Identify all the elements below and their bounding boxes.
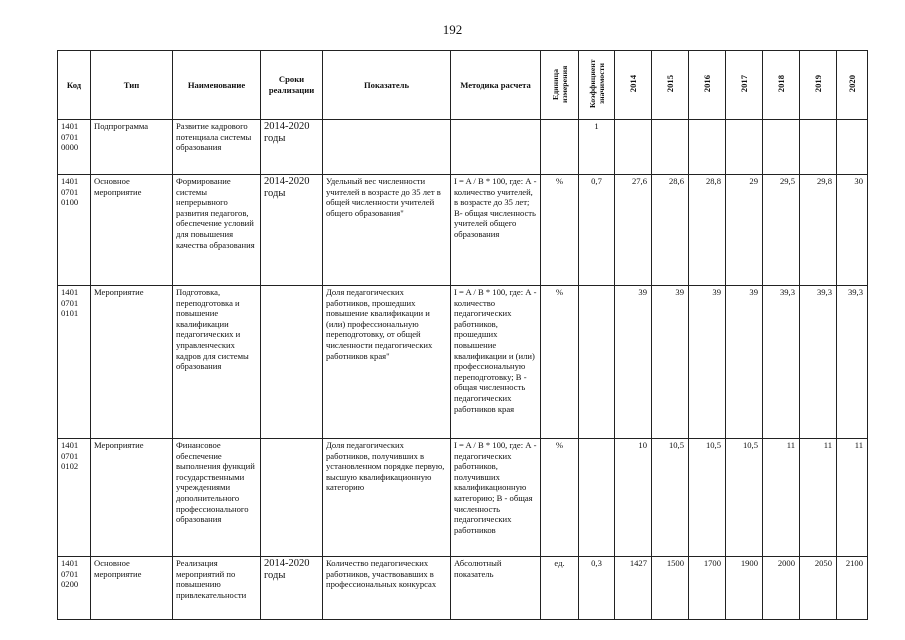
header-type: Тип — [91, 51, 173, 120]
cell-indicator: Доля педагогических работников, получивших в установленном порядке первую, высшую квалификационную категорию — [323, 439, 451, 557]
cell-name: Финансовое обеспечение выполнения функций государственными учреждениями дополнительного профессионального образования — [173, 439, 261, 557]
header-year-2019: 2019 — [812, 75, 823, 93]
cell-2019 — [800, 120, 837, 175]
cell-code: 1401 0701 0101 — [58, 286, 91, 439]
cell-name: Формирование системы непрерывного развития педагогов, обеспечение условий для повышения качества образования — [173, 175, 261, 286]
cell-2017 — [726, 120, 763, 175]
header-terms: Сроки реализации — [261, 51, 323, 120]
table-row — [58, 557, 868, 620]
header-year-2018: 2018 — [775, 75, 786, 93]
cell-code: 1401 0701 0100 — [58, 175, 91, 286]
cell-2019: 2050 — [800, 557, 837, 620]
cell-type: Основное мероприятие — [91, 557, 173, 620]
table-row — [58, 439, 868, 557]
cell-2020: 39,3 — [837, 286, 868, 439]
cell-terms — [261, 439, 323, 557]
cell-2020: 11 — [837, 439, 868, 557]
cell-method: Абсолютный показатель — [451, 557, 541, 620]
cell-2016: 39 — [689, 286, 726, 439]
cell-coef — [579, 286, 615, 439]
cell-coef — [579, 439, 615, 557]
cell-unit: % — [541, 175, 579, 286]
cell-coef: 1 — [579, 120, 615, 175]
cell-2015 — [652, 120, 689, 175]
cell-unit — [541, 120, 579, 175]
cell-2014: 39 — [615, 286, 652, 439]
cell-2020: 30 — [837, 175, 868, 286]
cell-coef: 0,3 — [579, 557, 615, 620]
header-unit: Единица измерения — [550, 65, 569, 103]
header-method: Методика расчета — [451, 51, 541, 120]
table-row — [58, 175, 868, 286]
cell-method — [451, 120, 541, 175]
indicators-table — [57, 50, 868, 620]
cell-2018: 11 — [763, 439, 800, 557]
cell-type: Подпрограмма — [91, 120, 173, 175]
cell-2018: 39,3 — [763, 286, 800, 439]
cell-indicator: Количество педагогических работников, участвовавших в профессиональных конкурсах — [323, 557, 451, 620]
cell-2016: 28,8 — [689, 175, 726, 286]
cell-2017: 29 — [726, 175, 763, 286]
cell-2020: 2100 — [837, 557, 868, 620]
cell-2019: 11 — [800, 439, 837, 557]
cell-2015: 10,5 — [652, 439, 689, 557]
cell-unit: % — [541, 286, 579, 439]
cell-2020 — [837, 120, 868, 175]
cell-2018: 29,5 — [763, 175, 800, 286]
cell-code: 1401 0701 0000 — [58, 120, 91, 175]
cell-2014: 1427 — [615, 557, 652, 620]
page-number: 192 — [442, 22, 463, 37]
header-year-2015: 2015 — [664, 75, 675, 93]
cell-indicator: Доля педагогических работников, прошедших повышение квалификации и (или) профессиональную переподготовку, от общей численности педагогических работников края" — [323, 286, 451, 439]
cell-2014 — [615, 120, 652, 175]
cell-terms: 2014-2020 годы — [261, 557, 323, 620]
header-indicator: Показатель — [323, 51, 451, 120]
cell-terms: 2014-2020 годы — [261, 175, 323, 286]
cell-2014: 10 — [615, 439, 652, 557]
header-year-2020: 2020 — [846, 75, 857, 93]
cell-2017: 1900 — [726, 557, 763, 620]
cell-2015: 28,6 — [652, 175, 689, 286]
cell-type: Мероприятие — [91, 439, 173, 557]
cell-name: Подготовка, переподготовка и повышение квалификации педагогических и управленческих кадров для системы образования — [173, 286, 261, 439]
header-name: Наименование — [173, 51, 261, 120]
cell-2017: 39 — [726, 286, 763, 439]
cell-name: Развитие кадрового потенциала системы образования — [173, 120, 261, 175]
table-row — [58, 120, 868, 175]
cell-method: I = A / B * 100, где: А - количество педагогических работников, прошедших повышение квалификации и (или) профессиональную переподготовку; B - общая численность педагогических работников края — [451, 286, 541, 439]
cell-2016: 1700 — [689, 557, 726, 620]
cell-terms: 2014-2020 годы — [261, 120, 323, 175]
header-year-2017: 2017 — [738, 75, 749, 93]
cell-2019: 39,3 — [800, 286, 837, 439]
cell-2016: 10,5 — [689, 439, 726, 557]
cell-2018: 2000 — [763, 557, 800, 620]
cell-2019: 29,8 — [800, 175, 837, 286]
cell-unit: ед. — [541, 557, 579, 620]
cell-name: Реализация мероприятий по повышению привлекательности — [173, 557, 261, 620]
cell-2015: 39 — [652, 286, 689, 439]
header-code: Код — [58, 51, 91, 120]
cell-2018 — [763, 120, 800, 175]
cell-2015: 1500 — [652, 557, 689, 620]
cell-code: 1401 0701 0200 — [58, 557, 91, 620]
header-year-2014: 2014 — [627, 75, 638, 93]
cell-2017: 10,5 — [726, 439, 763, 557]
header-year-2016: 2016 — [701, 75, 712, 93]
cell-indicator — [323, 120, 451, 175]
cell-type: Основное мероприятие — [91, 175, 173, 286]
cell-unit: % — [541, 439, 579, 557]
table-row — [58, 286, 868, 439]
cell-method: I = A / B * 100, где: А - количество учителей, в возрасте до 35 лет; B- общая численность учителей общего образования — [451, 175, 541, 286]
header-row — [58, 51, 868, 120]
cell-2014: 27,6 — [615, 175, 652, 286]
cell-type: Мероприятие — [91, 286, 173, 439]
cell-method: I = A / B * 100, где: А - педагогических работников, получивших квалификационную категорию; B - общая численность педагогических работников — [451, 439, 541, 557]
cell-terms — [261, 286, 323, 439]
cell-code: 1401 0701 0102 — [58, 439, 91, 557]
cell-2016 — [689, 120, 726, 175]
cell-coef: 0,7 — [579, 175, 615, 286]
cell-indicator: Удельный вес численности учителей в возрасте до 35 лет в общей численности учителей общего образования" — [323, 175, 451, 286]
header-coef: Коэффициент значимости — [587, 59, 606, 109]
